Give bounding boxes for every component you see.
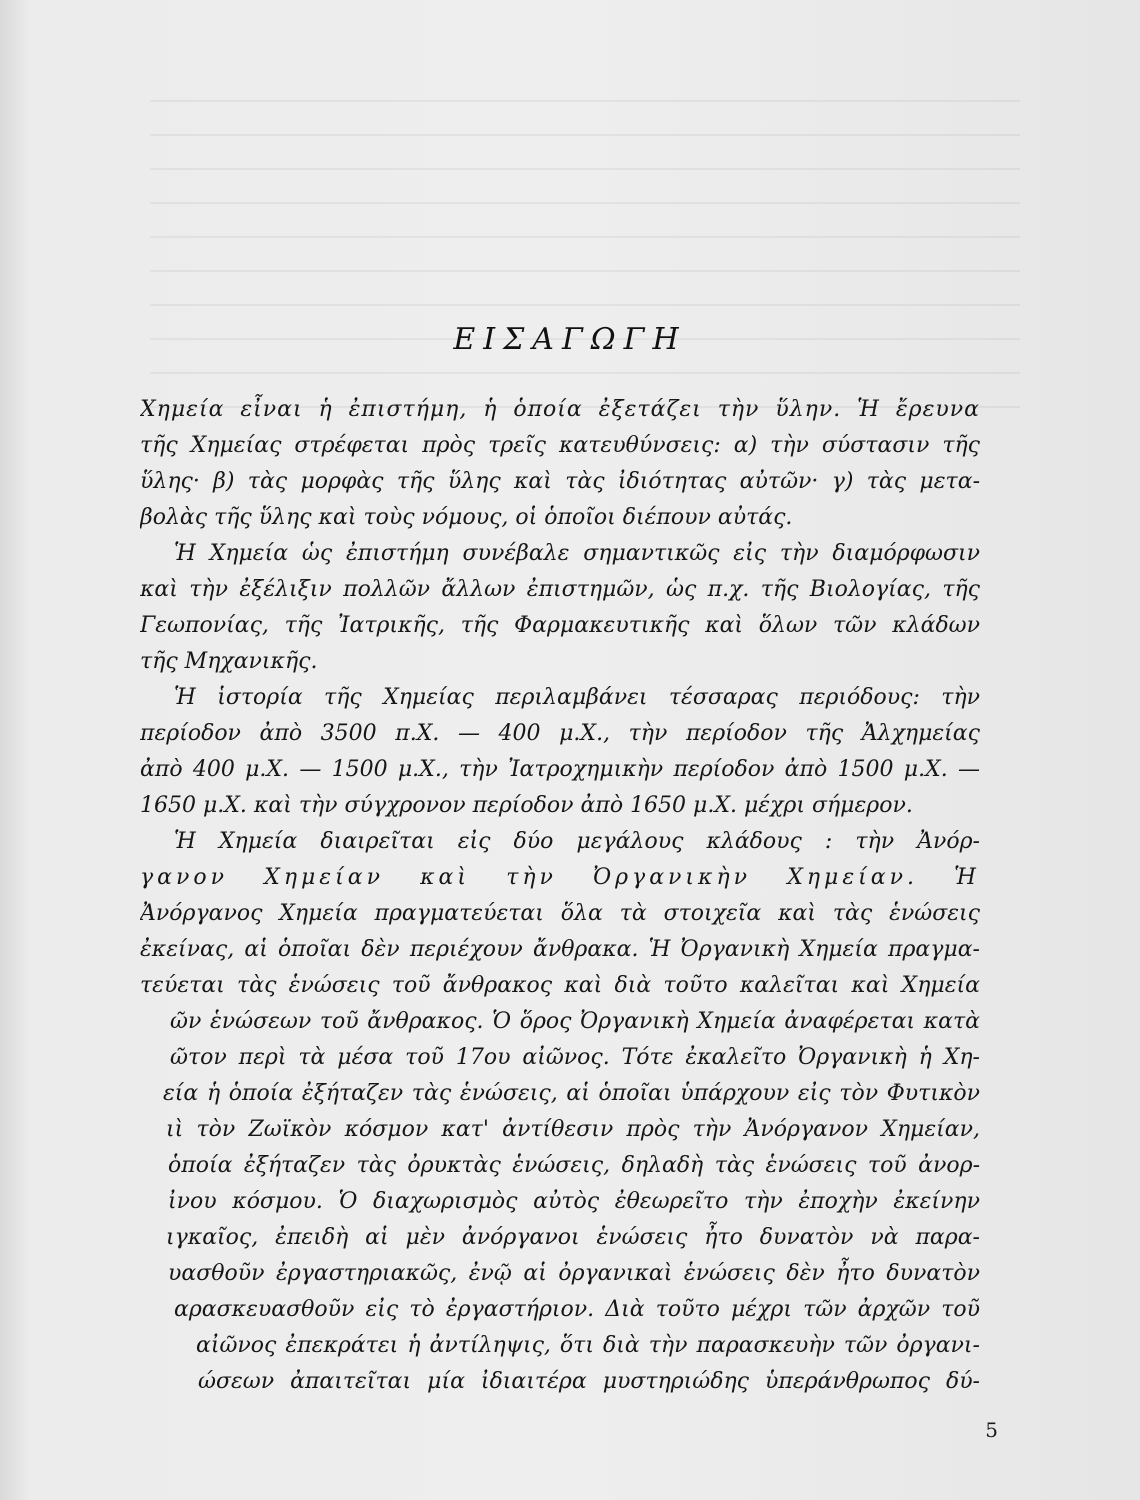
show-through-text xyxy=(150,100,1020,420)
text-line-12: 1650 μ.Χ. καὶ τὴν σύγχρονον περίοδον ἀπὸ 1650 μ.Χ. μέχρι σήμερον. xyxy=(140,793,913,818)
text-line-10: περίοδον ἀπὸ 3500 π.Χ. — 400 μ.Χ., τὴν περίοδον τῆς Ἀλχημείας xyxy=(140,721,980,746)
text-line-2: τῆς Χημείας στρέφεται πρὸς τρεῖς κατευθύνσεις: α) τὴν σύστασιν τῆς xyxy=(140,433,980,458)
text-line-11: ἀπὸ 400 μ.Χ. — 1500 μ.Χ., τὴν Ἰατροχημικὴν περίοδον ἀπὸ 1500 μ.Χ. — xyxy=(140,757,980,782)
text-line-4: βολὰς τῆς ὕλης καὶ τοὺς νόμους, οἱ ὁποῖοι διέπουν αὐτάς. xyxy=(140,505,793,530)
text-line-13: Ἡ Χημεία διαιρεῖται εἰς δύο μεγάλους κλάδους : τὴν Ἀνόρ- xyxy=(174,829,980,854)
page-number: 5 xyxy=(985,1418,998,1442)
text-line-23: ἰνου κόσμου. Ὁ διαχωρισμὸς αὐτὸς ἐθεωρεῖτο τὴν ἐποχὴν ἐκείνην xyxy=(168,1189,980,1214)
text-line-24: ιγκαῖος, ἐπειδὴ αἱ μὲν ἀνόργανοι ἑνώσεις ἦτο δυνατὸν νὰ παρα- xyxy=(166,1225,980,1250)
text-line-5: Ἡ Χημεία ὡς ἐπιστήμη συνέβαλε σημαντικῶς εἰς τὴν διαμόρφωσιν xyxy=(174,541,980,566)
text-line-1: Χημεία εἶναι ἡ ἐπιστήμη, ἡ ὁποία ἐξετάζει τὴν ὕλην. Ἡ ἔρευνα xyxy=(140,397,980,422)
chapter-title: ΕΙΣΑΓΩΓΗ xyxy=(453,322,687,357)
text-line-27: αἰῶνος ἐπεκράτει ἡ ἀντίληψις, ὅτι διὰ τὴν παρασκευὴν τῶν ὀργανι- xyxy=(196,1333,980,1358)
text-line-26: αρασκευασθοῦν εἰς τὸ ἐργαστήριον. Διὰ τοῦτο μέχρι τῶν ἀρχῶν τοῦ xyxy=(174,1297,980,1322)
text-line-6: καὶ τὴν ἐξέλιξιν πολλῶν ἄλλων ἐπιστημῶν, ὡς π.χ. τῆς Βιολογίας, τῆς xyxy=(140,577,980,602)
text-line-9: Ἡ ἱστορία τῆς Χημείας περιλαμβάνει τέσσαρας περιόδους: τὴν xyxy=(174,685,980,710)
text-line-8: τῆς Μηχανικῆς. xyxy=(140,649,318,674)
text-line-22: ὁποία ἐξήταζεν τὰς ὀρυκτὰς ἑνώσεις, δηλαδὴ τὰς ἑνώσεις τοῦ ἀνορ- xyxy=(168,1153,980,1178)
text-line-17: τεύεται τὰς ἑνώσεις τοῦ ἄνθρακος καὶ διὰ τοῦτο καλεῖται καὶ Χημεία xyxy=(140,973,980,998)
text-line-15: Ἀνόργανος Χημεία πραγματεύεται ὅλα τὰ στοιχεῖα καὶ τὰς ἑνώσεις xyxy=(140,901,980,926)
text-line-3: ὕλης· β) τὰς μορφὰς τῆς ὕλης καὶ τὰς ἰδιότητας αὐτῶν· γ) τὰς μετα- xyxy=(140,469,980,494)
text-line-20: εία ἡ ὁποία ἐξήταζεν τὰς ἑνώσεις, αἱ ὁποῖαι ὑπάρχουν εἰς τὸν Φυτικὸν xyxy=(163,1081,980,1106)
text-line-25: υασθοῦν ἐργαστηριακῶς, ἐνῷ αἱ ὀργανικαὶ ἑνώσεις δὲν ἦτο δυνατὸν xyxy=(168,1261,980,1286)
text-line-16: ἐκείνας, αἱ ὁποῖαι δὲν περιέχουν ἄνθρακα. Ἡ Ὀργανικὴ Χημεία πραγμα- xyxy=(140,937,980,962)
text-line-21: ιὶ τὸν Ζωϊκὸν κόσμον κατ' ἀντίθεσιν πρὸς τὴν Ἀνόργανον Χημείαν, xyxy=(166,1117,980,1142)
text-line-7: Γεωπονίας, τῆς Ἰατρικῆς, τῆς Φαρμακευτικῆς καὶ ὅλων τῶν κλάδων xyxy=(140,613,980,638)
text-line-19: ῶτον περὶ τὰ μέσα τοῦ 17ου αἰῶνος. Τότε ἐκαλεῖτο Ὀργανικὴ ἡ Χη- xyxy=(170,1045,980,1070)
text-line-14: γανον Χημείαν καὶ τὴν Ὀργανικὴν Χημείαν. Ἡ xyxy=(140,865,980,890)
text-line-28: ώσεων ἀπαιτεῖται μία ἰδιαιτέρα μυστηριώδης ὑπεράνθρωπος δύ- xyxy=(198,1369,980,1394)
text-line-18: ῶν ἑνώσεων τοῦ ἄνθρακος. Ὁ ὅρος Ὀργανικὴ Χημεία ἀναφέρεται κατὰ xyxy=(170,1009,980,1034)
